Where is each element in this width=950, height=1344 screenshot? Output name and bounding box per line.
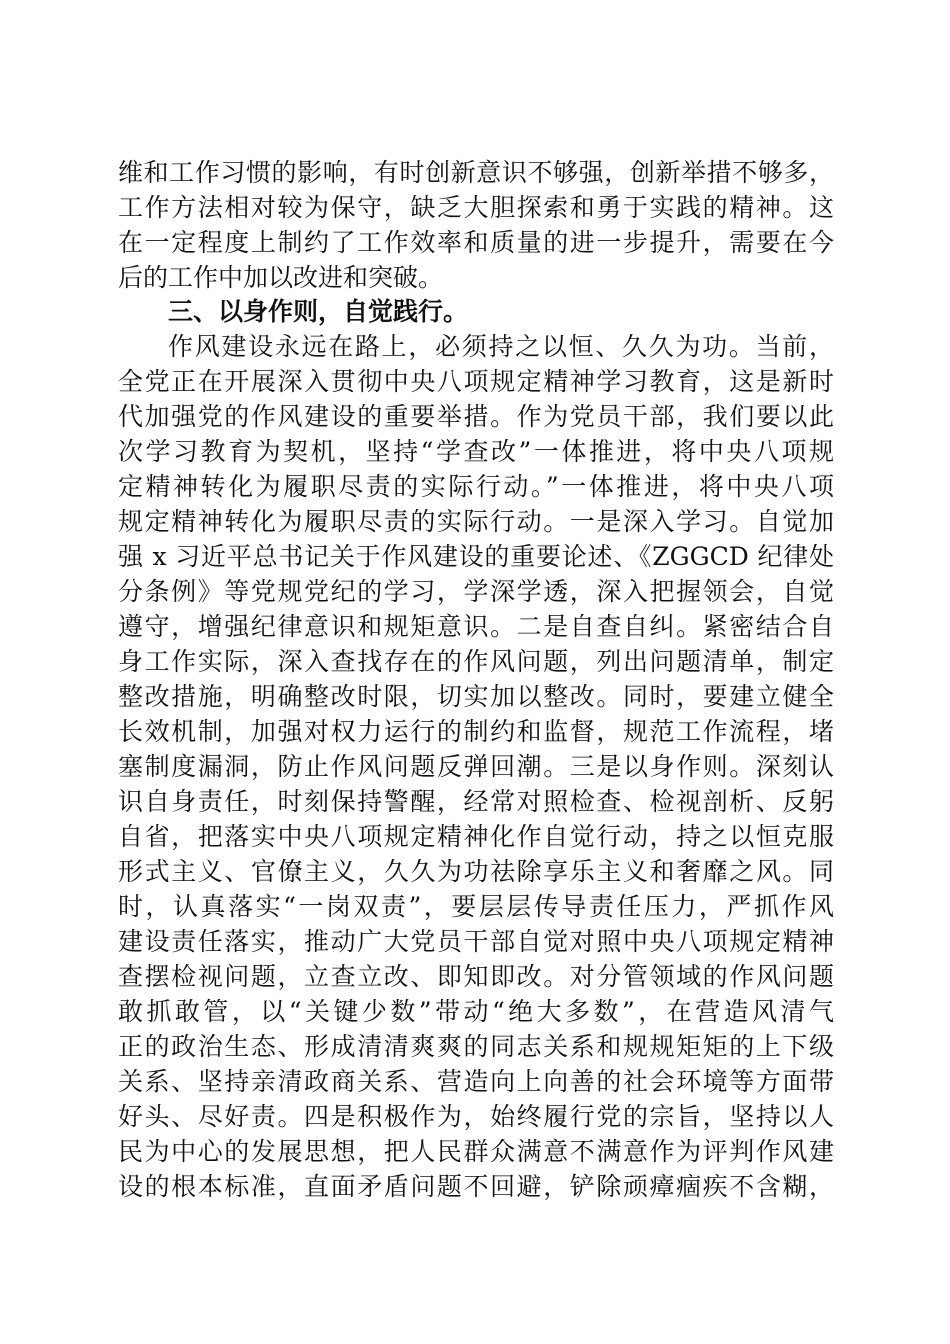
text-line: 整改措施，明确整改时限，切实加以整改。同时，要建立健全 xyxy=(118,682,834,711)
text-line: 作风建设永远在路上，必须持之以恒、久久为功。当前， xyxy=(168,332,834,361)
text-line: 敢抓敢管，以“关键少数”带动“绝大多数”，在营造风清气 xyxy=(118,997,834,1026)
text-line: 工作方法相对较为保守，缺乏大胆探索和勇于实践的精神。这 xyxy=(118,193,834,222)
text-line: 强 x 习近平总书记关于作风建设的重要论述、《ZGGCD 纪律处 xyxy=(118,542,834,571)
text-line: 维和工作习惯的影响，有时创新意识不够强，创新举措不够多， xyxy=(118,158,834,187)
text-line: 正的政治生态、形成清清爽爽的同志关系和规规矩矩的上下级 xyxy=(118,1032,834,1061)
text-line: 建设责任落实，推动广大党员干部自觉对照中央八项规定精神 xyxy=(118,927,834,956)
text-line: 塞制度漏洞，防止作风问题反弹回潮。三是以身作则。深刻认 xyxy=(118,752,834,781)
text-line: 在一定程度上制约了工作效率和质量的进一步提升，需要在今 xyxy=(118,228,834,257)
text-line: 遵守，增强纪律意识和规矩意识。二是自查自纠。紧密结合自 xyxy=(118,612,834,641)
text-line: 形式主义、官僚主义，久久为功祛除享乐主义和奢靡之风。同 xyxy=(118,857,834,886)
text-line: 分条例》等党规党纪的学习，学深学透，深入把握领会，自觉 xyxy=(118,577,834,606)
text-line: 长效机制，加强对权力运行的制约和监督，规范工作流程，堵 xyxy=(118,717,834,746)
text-line: 设的根本标准，直面矛盾问题不回避，铲除顽瘴痼疾不含糊， xyxy=(118,1172,834,1201)
text-line: 好头、尽好责。四是积极作为，始终履行党的宗旨，坚持以人 xyxy=(118,1102,834,1131)
text-line: 查摆检视问题，立查立改、即知即改。对分管领域的作风问题 xyxy=(118,962,834,991)
text-line: 时，认真落实“一岗双责”，要层层传导责任压力，严抓作风 xyxy=(118,892,834,921)
text-line: 民为中心的发展思想，把人民群众满意不满意作为评判作风建 xyxy=(118,1137,834,1166)
text-line: 自省，把落实中央八项规定精神化作自觉行动，持之以恒克服 xyxy=(118,822,834,851)
text-line: 规定精神转化为履职尽责的实际行动。一是深入学习。自觉加 xyxy=(118,507,834,536)
text-line: 全党正在开展深入贯彻中央八项规定精神学习教育，这是新时 xyxy=(118,367,834,396)
section-heading: 三、以身作则，自觉践行。 xyxy=(168,297,469,326)
text-line: 次学习教育为契机，坚持“学查改”一体推进，将中央八项规 xyxy=(118,437,834,466)
text-line: 定精神转化为履职尽责的实际行动。”一体推进，将中央八项 xyxy=(118,472,834,501)
text-line: 身工作实际，深入查找存在的作风问题，列出问题清单，制定 xyxy=(118,647,834,676)
text-line: 关系、坚持亲清政商关系、营造向上向善的社会环境等方面带 xyxy=(118,1067,834,1096)
text-line: 识自身责任，时刻保持警醒，经常对照检查、检视剖析、反躬 xyxy=(118,787,834,816)
text-line: 后的工作中加以改进和突破。 xyxy=(118,263,444,292)
text-line: 代加强党的作风建设的重要举措。作为党员干部，我们要以此 xyxy=(118,402,834,431)
